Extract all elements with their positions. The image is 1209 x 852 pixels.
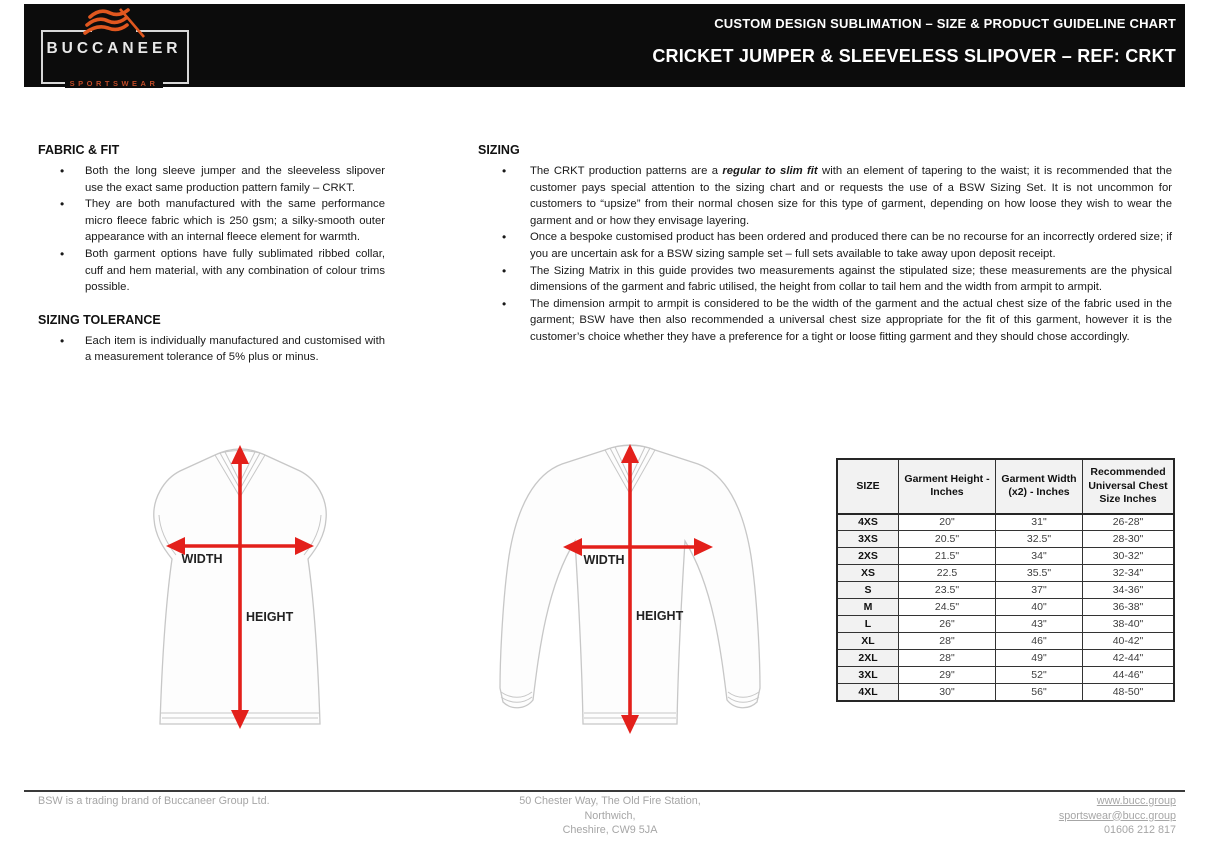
size-cell: XL: [837, 633, 899, 650]
size-table-row: [837, 531, 1174, 548]
size-table-row: [837, 667, 1174, 684]
sizing-heading: SIZING: [478, 143, 520, 157]
value-cell: 38-40": [1083, 616, 1175, 633]
size-table: [836, 458, 1175, 702]
logo-sub-text: SPORTSWEAR: [40, 73, 188, 91]
value-cell: 43": [996, 616, 1083, 633]
size-cell: 2XL: [837, 650, 899, 667]
header-titles: [652, 4, 1176, 67]
size-table-row: [837, 514, 1174, 531]
fabric-fit-list: [38, 163, 385, 296]
value-cell: 36-38": [1083, 599, 1175, 616]
email-link[interactable]: sportswear@bucc.group: [1058, 809, 1176, 822]
size-table-row: [837, 650, 1174, 667]
size-cell: 3XS: [837, 531, 899, 548]
footer-contact: [1059, 794, 1176, 838]
document-title: CUSTOM DESIGN SUBLIMATION – SIZE & PRODUCT GUIDELINE CHART: [714, 16, 1176, 31]
value-cell: 22.5: [899, 565, 996, 582]
sizing-tolerance-heading: SIZING TOLERANCE: [38, 312, 161, 327]
right-column: [478, 143, 1172, 346]
value-cell: 20.5": [899, 531, 996, 548]
value-cell: 44-46": [1083, 667, 1175, 684]
size-table-header-cell: Garment Height - Inches: [899, 459, 996, 514]
bullet-item: • They are both manufactured with the same performance micro fleece fabric which is 250 gsm; a silky-smooth outer appearance with an internal fleece element for warmth.: [38, 196, 385, 246]
size-table-header-cell: Garment Width (x2) - Inches: [996, 459, 1083, 514]
value-cell: 30-32": [1083, 548, 1175, 565]
value-cell: 26-28": [1083, 514, 1175, 531]
document-subtitle: CRICKET JUMPER & SLEEVELESS SLIPOVER – REF: CRKT: [652, 46, 1176, 66]
bullet-item: • Each item is individually manufactured and customised with a measurement tolerance of 5% plus or minus.: [38, 333, 385, 366]
value-cell: 32-34": [1083, 565, 1175, 582]
height-label: HEIGHT: [246, 610, 294, 624]
size-table-row: [837, 599, 1174, 616]
address-line: Cheshire, CW9 5JA: [562, 824, 658, 836]
size-table-row: [837, 633, 1174, 650]
size-table-row: [837, 582, 1174, 599]
bullet-item: • Both the long sleeve jumper and the sleeveless slipover use the exact same production pattern family – CRKT.: [38, 163, 385, 196]
value-cell: 48-50": [1083, 684, 1175, 701]
phone-number: 01606 212 817: [1103, 824, 1176, 836]
bullet-item: • The Sizing Matrix in this guide provides two measurements against the stipulated size; these measurements are the physical dimensions of the garment and fabric utilised, the height from collar to tail hem and the width from armpit to armpit.: [478, 263, 1172, 296]
size-table-header-cell: SIZE: [837, 459, 899, 514]
slipover-diagram: [140, 441, 360, 739]
value-cell: 28": [899, 650, 996, 667]
fabric-fit-heading: FABRIC & FIT: [38, 143, 120, 157]
value-cell: 26": [899, 616, 996, 633]
value-cell: 24.5": [899, 599, 996, 616]
value-cell: 37": [996, 582, 1083, 599]
value-cell: 35.5": [996, 565, 1083, 582]
size-cell: L: [837, 616, 899, 633]
value-cell: 29": [899, 667, 996, 684]
footer-company: BSW is a trading brand of Buccaneer Group Ltd.: [38, 795, 270, 807]
bullet-item: • Once a bespoke customised product has been ordered and produced there can be no recourse for an incorrectly ordered size; if you are uncertain ask for a BSW sizing sample set – full sets available to take away upon deposit receipt.: [478, 229, 1172, 262]
jumper-diagram: [487, 436, 787, 742]
size-cell: M: [837, 599, 899, 616]
size-table-row: [837, 565, 1174, 582]
value-cell: 28-30": [1083, 531, 1175, 548]
size-table-row: [837, 684, 1174, 701]
size-table-row: [837, 616, 1174, 633]
size-cell: 3XL: [837, 667, 899, 684]
size-cell: 2XS: [837, 548, 899, 565]
footer-address: [440, 794, 780, 838]
value-cell: 49": [996, 650, 1083, 667]
address-line: Northwich,: [584, 809, 636, 822]
size-cell: S: [837, 582, 899, 599]
address-line: 50 Chester Way, The Old Fire Station,: [519, 795, 701, 807]
value-cell: 40": [996, 599, 1083, 616]
value-cell: 52": [996, 667, 1083, 684]
size-cell: 4XS: [837, 514, 899, 531]
value-cell: 32.5": [996, 531, 1083, 548]
value-cell: 34": [996, 548, 1083, 565]
website-link[interactable]: www.bucc.group: [1096, 795, 1176, 807]
footer-divider: [24, 790, 1185, 792]
size-table-container: [836, 458, 1175, 702]
left-column: [38, 143, 385, 366]
header-bar: [24, 4, 1185, 87]
sizing-tolerance-list: [38, 333, 385, 366]
bullet-item: • The dimension armpit to armpit is considered to be the width of the garment and the actual chest size of the fabric used in the garment; BSW have then also recommended a universal chest size appropriate for the fit of this garment, however it is the customer’s choice whether they have a preference for a tight or loose fitting garment and they should chose accordingly.: [478, 296, 1172, 346]
value-cell: 28": [899, 633, 996, 650]
sizing-list: [478, 163, 1172, 346]
logo-brand-text: BUCCANEER: [46, 40, 182, 57]
value-cell: 20": [899, 514, 996, 531]
value-cell: 40-42": [1083, 633, 1175, 650]
buccaneer-logo: [40, 7, 192, 88]
size-table-header-cell: Recommended Universal Chest Size Inches: [1083, 459, 1175, 514]
height-label: HEIGHT: [636, 609, 684, 623]
value-cell: 31": [996, 514, 1083, 531]
value-cell: 42-44": [1083, 650, 1175, 667]
width-label: WIDTH: [583, 553, 625, 567]
width-label: WIDTH: [181, 552, 223, 566]
bullet-item: • Both garment options have fully sublimated ribbed collar, cuff and hem material, with any combination of colour trims possible.: [38, 246, 385, 296]
value-cell: 46": [996, 633, 1083, 650]
flag-icon: [80, 6, 152, 42]
size-table-row: [837, 548, 1174, 565]
size-cell: 4XL: [837, 684, 899, 701]
size-cell: XS: [837, 565, 899, 582]
value-cell: 34-36": [1083, 582, 1175, 599]
bullet-item: • The CRKT production patterns are a regular to slim fit with an element of tapering to the waist; it is recommended that the customer pays special attention to the sizing chart and or requests the use of a BSW Sizing Set. It is not uncommon for customers to “upsize” from their normal chosen size for this type of garment, depending on how loose they wish to wear the garment and or how they envisage layering.: [478, 163, 1172, 229]
value-cell: 21.5": [899, 548, 996, 565]
value-cell: 23.5": [899, 582, 996, 599]
value-cell: 30": [899, 684, 996, 701]
value-cell: 56": [996, 684, 1083, 701]
